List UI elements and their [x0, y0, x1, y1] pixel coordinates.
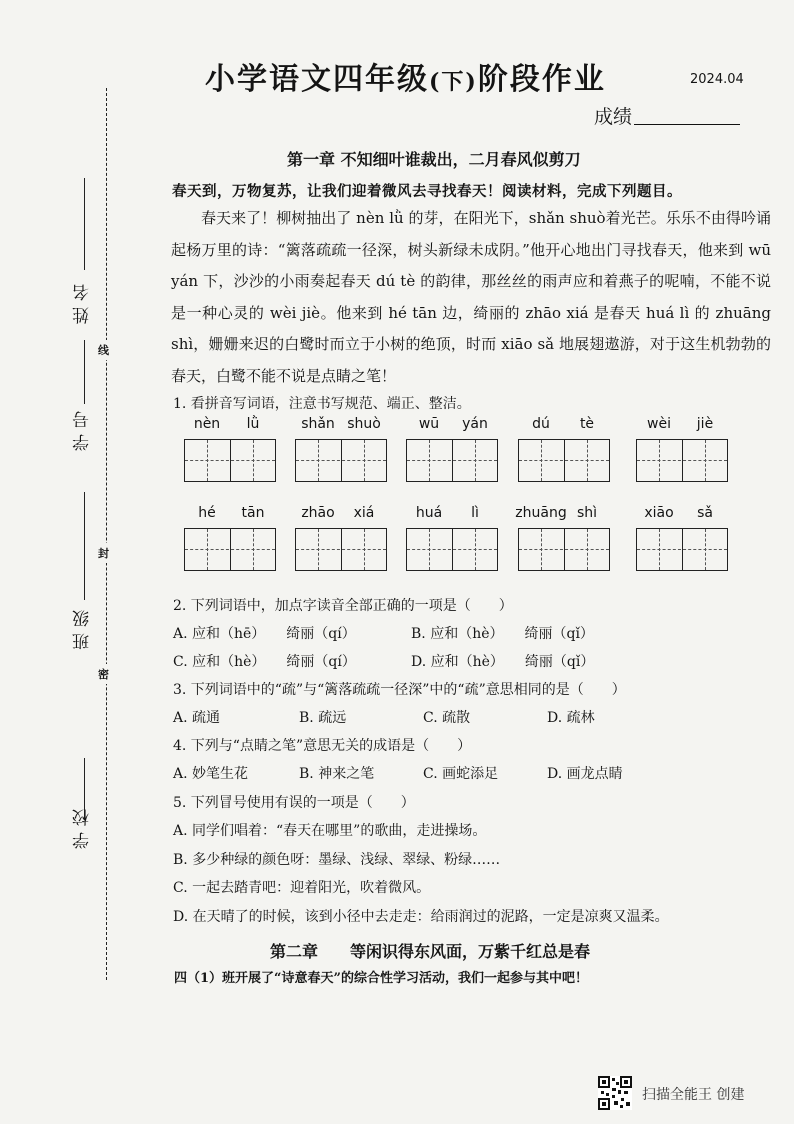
seal-char-seal: 封 — [98, 543, 109, 563]
q3-option-c[interactable]: C. 疏散 — [423, 710, 471, 726]
pinyin-syllable-2: yán — [462, 416, 488, 432]
q2-option-d[interactable]: D. 应和（hè） 绮丽（qǐ） — [411, 654, 595, 670]
name-input-line[interactable] — [84, 178, 85, 270]
q3-stem: 3. 下列词语中的“疏”与“篱落疏疏一径深”中的“疏”意思相同的是（ ） — [173, 682, 626, 698]
pinyin-syllable-1: nèn — [193, 416, 221, 432]
pinyin-syllable-1: wèi — [647, 416, 671, 432]
q5-option-d[interactable]: D. 在天晴了的时候，该到小径中去走走：给雨润过的泥路，一定是凉爽又温柔。 — [173, 909, 669, 925]
pinyin-syllable-1: wū — [418, 416, 440, 432]
name-label: 姓名 — [73, 278, 93, 324]
chapter1-heading: 第一章 不知细叶谁裁出，二月春风似剪刀 — [287, 150, 581, 169]
writing-grid[interactable] — [636, 439, 728, 482]
pinyin-label — [295, 416, 387, 436]
footer-watermark: 扫描全能王 创建 — [642, 1087, 745, 1103]
pinyin-label — [406, 505, 498, 525]
number-label: 学号 — [73, 405, 93, 451]
q5-stem: 5. 下列冒号使用有误的一项是（ ） — [173, 795, 415, 811]
class-label: 班级 — [73, 604, 93, 650]
writing-grid[interactable] — [406, 528, 498, 571]
writing-grid[interactable] — [184, 528, 276, 571]
title-main: 小学语文四年级 — [205, 62, 429, 97]
chapter2-intro: 四（1）班开展了“诗意春天”的综合性学习活动，我们一起参与其中吧！ — [174, 971, 589, 986]
pinyin-syllable-2: sǎ — [697, 505, 713, 521]
q4-option-a[interactable]: A. 妙笔生花 — [173, 766, 249, 782]
writing-grid[interactable] — [406, 439, 498, 482]
pinyin-label — [184, 505, 276, 525]
pinyin-syllable-1: dú — [532, 416, 550, 432]
writing-grid[interactable] — [295, 528, 387, 571]
writing-grid[interactable] — [518, 439, 610, 482]
page-title — [205, 54, 606, 98]
q5-option-a[interactable]: A. 同学们唱着：“春天在哪里”的歌曲，走进操场。 — [173, 823, 487, 839]
q2-option-a[interactable]: A. 应和（hē） 绮丽（qí） — [173, 626, 356, 642]
pinyin-syllable-2: shì — [576, 505, 598, 521]
chapter2-heading: 第二章 等闲识得东风面，万紫千红总是春 — [270, 942, 591, 961]
pinyin-syllable-2: jiè — [696, 416, 714, 432]
score-field[interactable] — [594, 102, 740, 129]
pinyin-label — [184, 416, 276, 436]
writing-grid[interactable] — [295, 439, 387, 482]
pinyin-syllable-2: tān — [241, 505, 265, 521]
title-paren: (下) — [429, 69, 478, 95]
passage-text: 春天来了！柳树抽出了 nèn lǜ 的芽，在阳光下，shǎn shuò着光芒。乐乐不由得吟诵起杨万里的诗：“篱落疏疏一径深，树头新绿未成阴。”他开心地出门寻找春天，他来到 wū yán 下，沙沙的小雨奏起春天 dú tè 的韵律，那丝丝的雨声应和着燕子的呢喃，不能不说是一种心灵的 wèi jiè。他来到 hé tān 边，绮丽的 zhāo xiá 是春天 huá lì 的 zhuāng shì，姗姗来迟的白鹭时而立于小树的绝顶，时而 xiāo sǎ 地展翅遨游，对于这生机勃勃的春天，白鹭不能不说是点睛之笔！ — [171, 209, 771, 385]
number-input-line[interactable] — [84, 340, 85, 404]
q3-option-a[interactable]: A. 疏通 — [173, 710, 221, 726]
reading-passage — [171, 203, 771, 392]
q2-option-b[interactable]: B. 应和（hè） 绮丽（qǐ） — [411, 626, 594, 642]
q4-stem: 4. 下列与“点睛之笔”意思无关的成语是（ ） — [173, 738, 472, 754]
writing-grid[interactable] — [636, 528, 728, 571]
pinyin-label — [515, 505, 610, 525]
seal-char-secret: 密 — [98, 664, 109, 684]
pinyin-syllable-2: tè — [579, 416, 595, 432]
class-input-line[interactable] — [84, 492, 85, 600]
pinyin-syllable-2: xiá — [353, 505, 375, 521]
pinyin-syllable-1: xiāo — [644, 505, 674, 521]
pinyin-label — [406, 416, 498, 436]
date-label: 2024.04 — [690, 72, 744, 87]
q4-option-d[interactable]: D. 画龙点睛 — [547, 766, 623, 782]
chapter1-intro: 春天到，万物复苏，让我们迎着微风去寻找春天！阅读材料，完成下列题目。 — [172, 183, 682, 200]
pinyin-label — [636, 505, 728, 525]
pinyin-syllable-2: shuò — [347, 416, 381, 432]
qr-code-icon — [598, 1076, 632, 1110]
binding-dashed-line — [106, 88, 107, 980]
school-label: 学校 — [73, 803, 93, 849]
q4-option-c[interactable]: C. 画蛇添足 — [423, 766, 499, 782]
seal-char-line: 线 — [98, 340, 109, 360]
q5-option-b[interactable]: B. 多少种绿的颜色呀：墨绿、浅绿、翠绿、粉绿…… — [173, 852, 501, 868]
writing-grid[interactable] — [518, 528, 610, 571]
pinyin-syllable-1: huá — [415, 505, 443, 521]
q3-option-d[interactable]: D. 疏林 — [547, 710, 595, 726]
pinyin-syllable-2: lì — [471, 505, 479, 521]
pinyin-syllable-1: hé — [198, 505, 216, 521]
score-input-line[interactable] — [634, 124, 740, 125]
pinyin-label — [518, 416, 610, 436]
title-tail: 阶段作业 — [477, 62, 606, 97]
pinyin-syllable-1: zhāo — [301, 505, 335, 521]
pinyin-syllable-1: shǎn — [301, 416, 335, 432]
pinyin-syllable-1: zhuāng — [515, 505, 567, 521]
writing-grid[interactable] — [184, 439, 276, 482]
q4-option-b[interactable]: B. 神来之笔 — [299, 766, 375, 782]
q1-stem: 1. 看拼音写词语，注意书写规范、端正、整洁。 — [173, 396, 471, 412]
q2-option-c[interactable]: C. 应和（hè） 绮丽（qí） — [173, 654, 356, 670]
pinyin-label — [636, 416, 728, 436]
score-label: 成绩 — [594, 106, 633, 128]
q2-stem: 2. 下列词语中，加点字读音全部正确的一项是（ ） — [173, 598, 513, 614]
q5-option-c[interactable]: C. 一起去踏青吧：迎着阳光，吹着微风。 — [173, 880, 431, 896]
pinyin-syllable-2: lǜ — [246, 416, 260, 432]
q3-option-b[interactable]: B. 疏远 — [299, 710, 347, 726]
pinyin-label — [295, 505, 387, 525]
